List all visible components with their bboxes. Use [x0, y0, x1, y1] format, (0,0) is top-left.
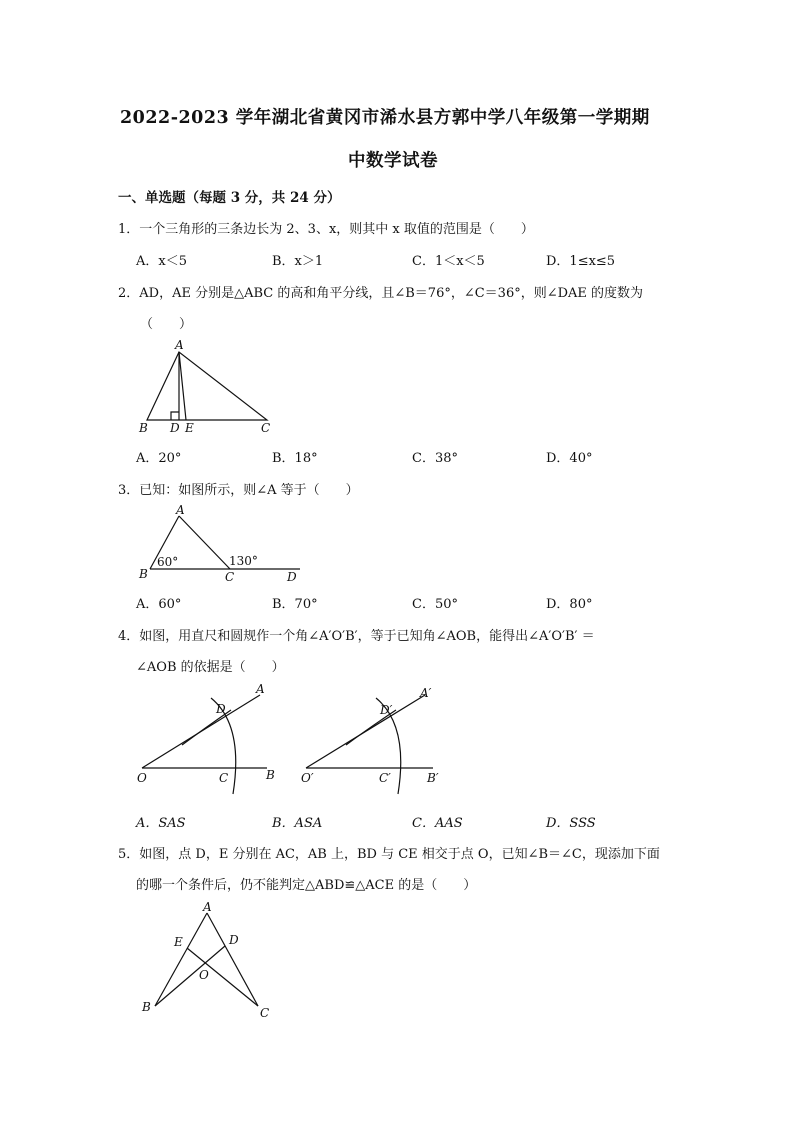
q2-label-c: C — [261, 421, 271, 435]
q3-label-b: B — [139, 567, 148, 581]
q2-label-b: B — [139, 421, 148, 435]
q4-fig1-label-o: O — [137, 771, 147, 785]
q4-fig1-label-c: C — [219, 771, 229, 785]
q4-fig2-label-a: A′ — [420, 686, 432, 700]
q2-option-b: B．18° — [272, 451, 318, 466]
q3-label-c: C — [225, 570, 235, 584]
q1-option-b: B．x＞1 — [272, 254, 324, 269]
q3-label-a: A — [176, 503, 185, 517]
q4-fig2-label-d: D′ — [380, 703, 393, 717]
q3-angle-130: 130° — [229, 554, 258, 568]
question-4-stem-line2: ∠AOB 的依据是（ ） — [136, 660, 285, 675]
q4-fig1-label-a: A — [256, 682, 265, 696]
q5-label-d: D — [229, 933, 239, 947]
question-5-stem-line1: 5．如图，点 D，E 分别在 AC，AB 上，BD 与 CE 相交于点 O，已知∠B＝∠C，现添加下面 — [118, 847, 660, 862]
q2-label-a: A — [175, 338, 184, 352]
q5-label-c: C — [260, 1006, 270, 1020]
q4-option-d: D．SSS — [546, 816, 596, 831]
question-1-stem: 1．一个三角形的三条边长为 2、3、x，则其中 x 取值的范围是（ ） — [118, 222, 534, 237]
question-5-stem-line2: 的哪一个条件后，仍不能判定△ABD≌△ACE 的是（ ） — [136, 878, 477, 893]
q3-option-d: D．80° — [546, 597, 593, 612]
q1-option-d: D．1≤x≤5 — [546, 254, 616, 269]
q3-option-b: B．70° — [272, 597, 318, 612]
q2-option-d: D．40° — [546, 451, 593, 466]
q5-label-b: B — [142, 1000, 151, 1014]
q5-label-e: E — [174, 935, 183, 949]
q4-fig1-label-b: B — [266, 768, 275, 782]
q5-label-a: A — [203, 900, 212, 914]
page-title-line1: 2022-2023 学年湖北省黄冈市浠水县方郭中学八年级第一学期期 — [120, 108, 650, 128]
q4-option-a: A．SAS — [136, 816, 186, 831]
q5-label-o: O — [199, 968, 209, 982]
q1-option-c: C．1＜x＜5 — [412, 254, 485, 269]
q4-option-b: B．ASA — [272, 816, 323, 831]
q3-option-c: C．50° — [412, 597, 458, 612]
q2-label-d: D — [170, 421, 180, 435]
q1-option-a: A．x＜5 — [136, 254, 187, 269]
q4-option-c: C．AAS — [412, 816, 463, 831]
question-2-stem-line2: （ ） — [140, 317, 193, 332]
q2-label-e: E — [185, 421, 194, 435]
question-4-stem-line1: 4．如图，用直尺和圆规作一个角∠A′O′B′，等于已知角∠AOB，能得出∠A′O′B′ ＝ — [118, 629, 595, 644]
section-header: 一、单选题（每题 3 分，共 24 分） — [118, 190, 341, 206]
q3-label-d: D — [287, 570, 297, 584]
q2-option-c: C．38° — [412, 451, 458, 466]
question-3-stem: 3．已知：如图所示，则∠A 等于（ ） — [118, 483, 359, 498]
q3-option-a: A．60° — [136, 597, 182, 612]
q2-option-a: A．20° — [136, 451, 182, 466]
q4-fig2-label-c: C′ — [379, 771, 391, 785]
q4-fig1-label-d: D — [216, 702, 226, 716]
q4-fig2-label-b: B′ — [427, 771, 439, 785]
q4-fig2-label-o: O′ — [301, 771, 314, 785]
page-title-line2: 中数学试卷 — [348, 151, 438, 171]
q3-angle-60: 60° — [157, 555, 179, 569]
question-2-stem-line1: 2．AD，AE 分别是△ABC 的高和角平分线，且∠B＝76°，∠C＝36°，则∠DAE 的度数为 — [118, 286, 644, 301]
